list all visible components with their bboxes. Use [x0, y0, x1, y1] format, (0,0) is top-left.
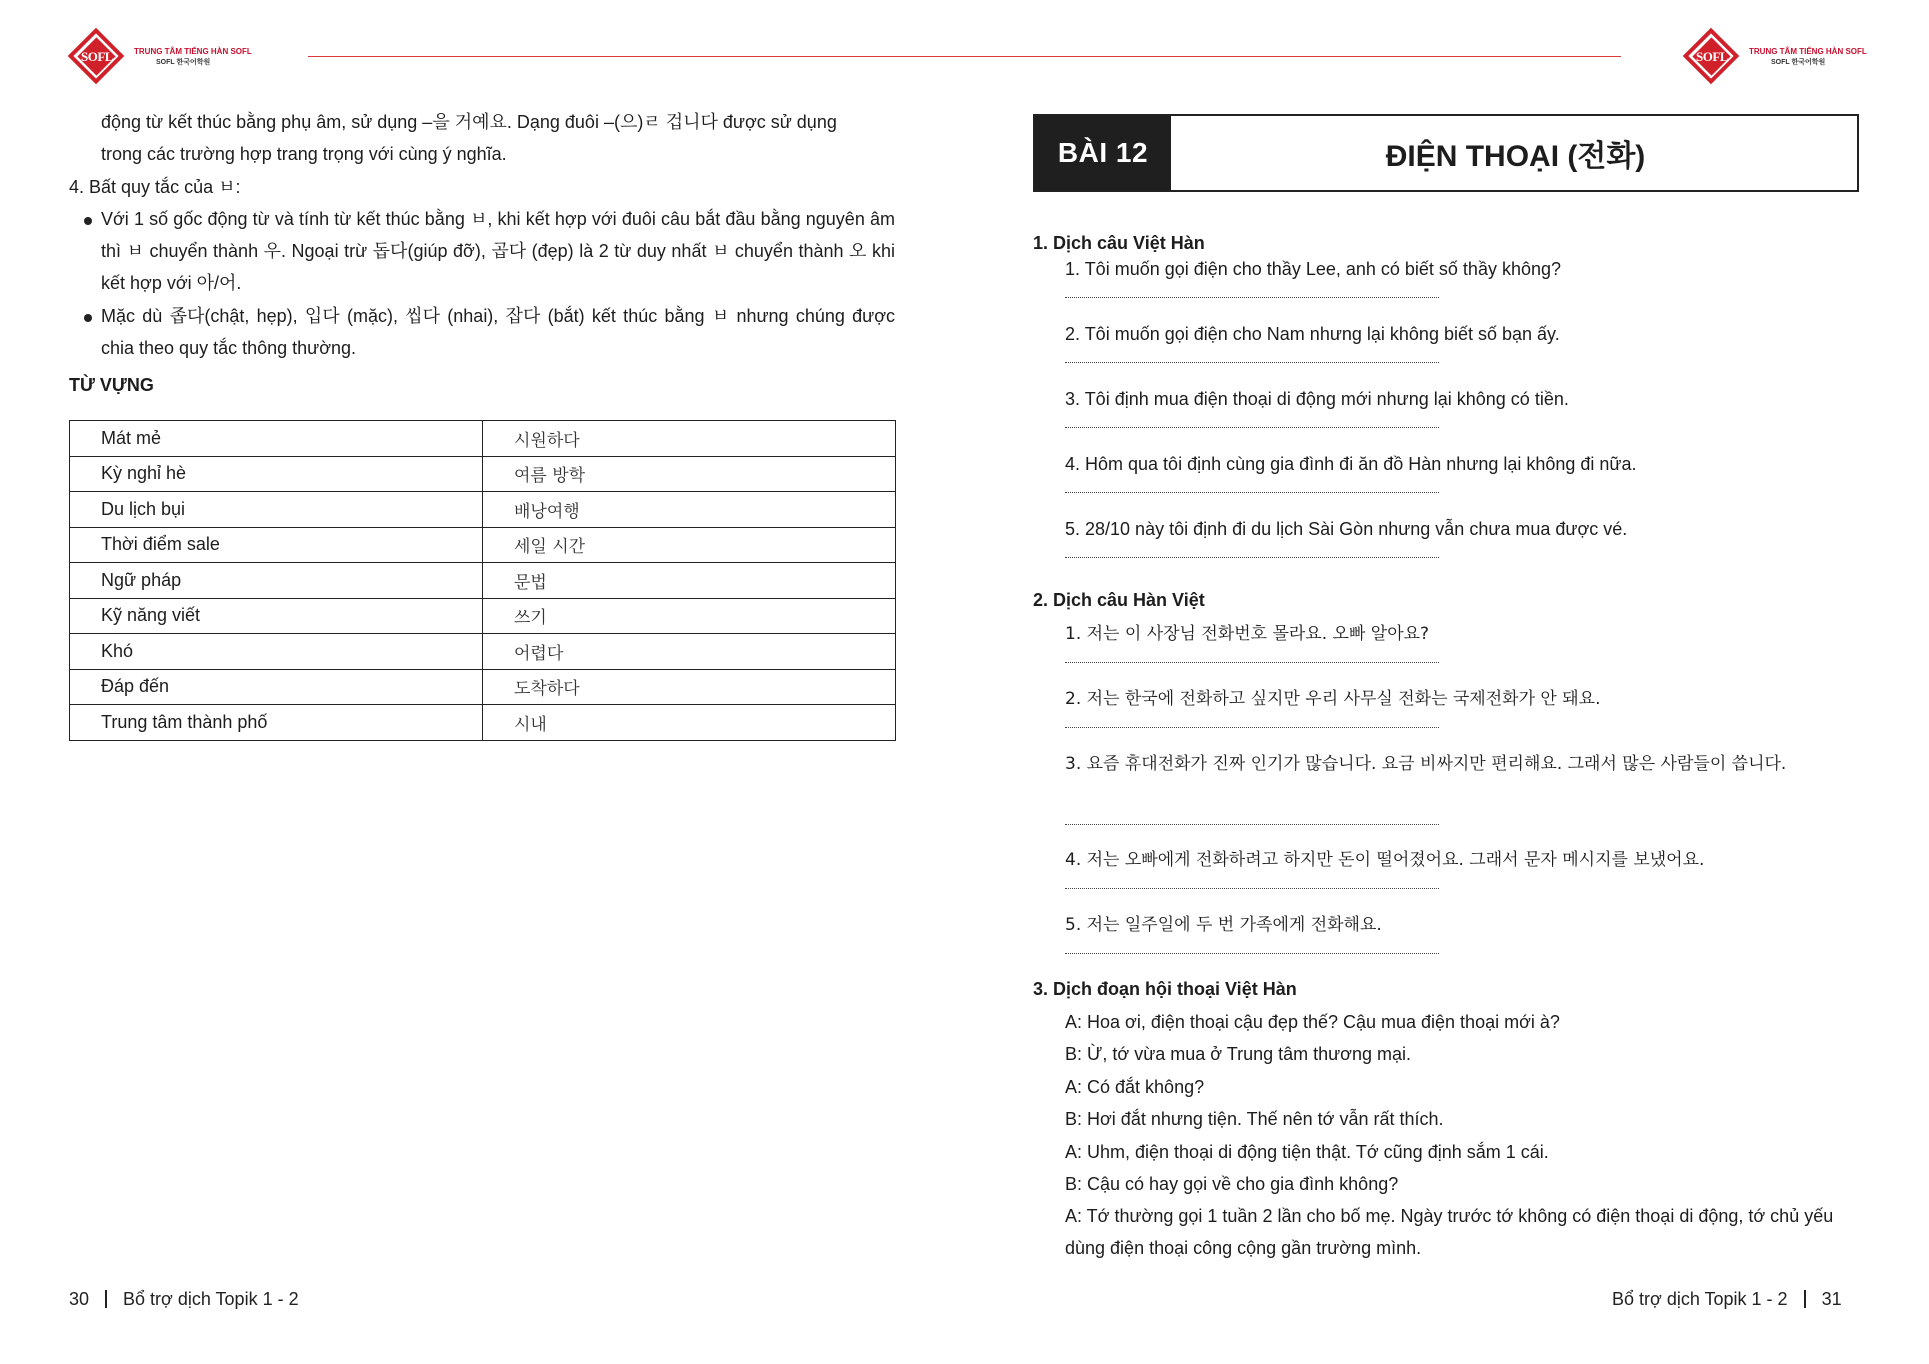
vocab-korean: 배낭여행 — [483, 492, 896, 528]
logo-line2: SOFL 한국어학원 — [156, 59, 211, 66]
vocab-vietnamese: Thời điểm sale — [70, 527, 483, 563]
vocab-korean: 여름 방학 — [483, 456, 896, 492]
dialogue-line: A: Uhm, điện thoại di động tiện thật. Tớ cũng định sắm 1 cái. — [1065, 1141, 1549, 1162]
paragraph-line: trong các trường hợp trang trọng với cùng ý nghĩa. — [101, 144, 507, 164]
rule4-title: 4. Bất quy tắc của ㅂ: — [69, 177, 241, 197]
vocab-title: TỪ VỰNG — [69, 375, 154, 395]
answer-line — [1065, 557, 1439, 558]
sofl-logo-mark: SOFL — [68, 28, 126, 86]
exercise-item: 4. 저는 오빠에게 전화하려고 하지만 돈이 떨어졌어요. 그래서 문자 메시지를 보냈어요. — [1065, 850, 1705, 870]
exercise-item: 5. 저는 일주일에 두 번 가족에게 전화해요. — [1065, 915, 1382, 935]
vocab-vietnamese: Ngữ pháp — [70, 563, 483, 599]
dialogue-line: B: Cậu có hay gọi về cho gia đình không? — [1065, 1174, 1399, 1194]
footer-title: Bổ trợ dịch Topik 1 - 2 — [1612, 1289, 1788, 1309]
dialogue-line: B: Ừ, tớ vừa mua ở Trung tâm thương mại. — [1065, 1044, 1411, 1065]
exercise-item: 2. 저는 한국에 전화하고 싶지만 우리 사무실 전화는 국제전화가 안 돼요. — [1065, 689, 1601, 709]
table-row — [70, 527, 896, 563]
lesson-title: ĐIỆN THOẠI (전화) — [1171, 116, 1857, 190]
sofl-logo — [68, 28, 252, 86]
lesson-number: BÀI 12 — [1035, 116, 1171, 190]
table-row — [70, 634, 896, 670]
sofl-logo — [1683, 28, 1867, 86]
table-row — [70, 563, 896, 599]
exercise-item: 3. 요즘 휴대전화가 진짜 인기가 많습니다. 요금 비싸지만 편리해요. 그래서 많은 사람들이 씁니다. — [1065, 754, 1787, 774]
dialogue-line: A: Hoa ơi, điện thoại cậu đẹp thế? Cậu mua điện thoại mới à? — [1065, 1012, 1560, 1032]
lesson-header — [1033, 114, 1859, 192]
footer-right — [1612, 1289, 1842, 1310]
answer-line — [1065, 824, 1439, 825]
vocab-korean: 문법 — [483, 563, 896, 599]
table-row — [70, 492, 896, 528]
section-title: 1. Dịch câu Việt Hàn — [1033, 233, 1205, 253]
answer-line — [1065, 297, 1439, 298]
table-row — [70, 705, 896, 741]
table-row — [70, 421, 896, 457]
answer-line — [1065, 953, 1439, 954]
vocab-korean: 도착하다 — [483, 669, 896, 705]
logo-line1: TRUNG TÂM TIẾNG HÀN SOFL — [1749, 47, 1867, 56]
section-title: 2. Dịch câu Hàn Việt — [1033, 590, 1205, 610]
table-row — [70, 598, 896, 634]
exercise-item: 2. Tôi muốn gọi điện cho Nam nhưng lại không biết số bạn ấy. — [1065, 324, 1560, 344]
exercise-item: 1. 저는 이 사장님 전화번호 몰라요. 오빠 알아요? — [1065, 624, 1430, 644]
bullet-item-2: Mặc dù 좁다(chật, hẹp), 입다 (mặc), 씹다 (nhai), 잡다 (bắt) kết thúc bằng ㅂ nhưng chúng được chia theo quy tắc thông thường. — [101, 306, 895, 358]
vocab-korean: 세일 시간 — [483, 527, 896, 563]
vocab-vietnamese: Kỹ năng viết — [70, 598, 483, 634]
logo-line1: TRUNG TÂM TIẾNG HÀN SOFL — [134, 47, 252, 56]
answer-line — [1065, 727, 1439, 728]
header-divider — [308, 56, 1621, 57]
bullet-dot — [84, 314, 92, 322]
vocab-korean: 시내 — [483, 705, 896, 741]
dialogue-line: B: Hơi đắt nhưng tiện. Thế nên tớ vẫn rất thích. — [1065, 1109, 1444, 1130]
exercise-item: 5. 28/10 này tôi định đi du lịch Sài Gòn nhưng vẫn chưa mua được vé. — [1065, 519, 1628, 539]
table-row — [70, 669, 896, 705]
table-row — [70, 456, 896, 492]
answer-line — [1065, 662, 1439, 663]
exercise-item: 4. Hôm qua tôi định cùng gia đình đi ăn đồ Hàn nhưng lại không đi nữa. — [1065, 454, 1637, 474]
vocab-vietnamese: Kỳ nghỉ hè — [70, 456, 483, 492]
sofl-logo-mark: SOFL — [1683, 28, 1741, 86]
paragraph-line: động từ kết thúc bằng phụ âm, sử dụng –을 거예요. Dạng đuôi –(으)ㄹ 겁니다 được sử dụng — [101, 112, 837, 132]
vocab-vietnamese: Du lịch bụi — [70, 492, 483, 528]
vocab-korean: 쓰기 — [483, 598, 896, 634]
footer-left — [69, 1289, 299, 1310]
bullet-item-1: Với 1 số gốc động từ và tính từ kết thúc bằng ㅂ, khi kết hợp với đuôi câu bắt đầu bằng nguyên âm thì ㅂ chuyển thành 우. Ngoại trừ 돕다(giúp đỡ), 곱다 (đẹp) là 2 từ duy nhất ㅂ chuyển thành 오 khi kết hợp với 아/어. — [101, 209, 895, 293]
logo-line2: SOFL 한국어학원 — [1771, 59, 1826, 66]
vocab-table — [69, 420, 896, 741]
answer-line — [1065, 888, 1439, 889]
answer-line — [1065, 492, 1439, 493]
exercise-item: 3. Tôi định mua điện thoại di động mới nhưng lại không có tiền. — [1065, 389, 1569, 409]
footer-title: Bổ trợ dịch Topik 1 - 2 — [123, 1289, 299, 1309]
vocab-vietnamese: Mát mẻ — [70, 421, 483, 457]
vocab-vietnamese: Trung tâm thành phố — [70, 705, 483, 741]
answer-line — [1065, 362, 1439, 363]
vocab-korean: 어렵다 — [483, 634, 896, 670]
exercise-item: 1. Tôi muốn gọi điện cho thầy Lee, anh có biết số thầy không? — [1065, 259, 1562, 279]
bullet-dot — [84, 217, 92, 225]
answer-line — [1065, 427, 1439, 428]
vocab-korean: 시원하다 — [483, 421, 896, 457]
dialogue-line: A: Tớ thường gọi 1 tuần 2 lần cho bố mẹ. Ngày trước tớ không có điện thoại di động, tớ chủ yếu dùng điện thoại công cộng gần trường mình. — [1065, 1206, 1834, 1259]
dialogue-line: A: Có đắt không? — [1065, 1076, 1205, 1097]
section-title: 3. Dịch đoạn hội thoại Việt Hàn — [1033, 979, 1297, 999]
page-number: 30 — [69, 1289, 90, 1309]
page-number: 31 — [1821, 1289, 1842, 1309]
vocab-vietnamese: Khó — [70, 634, 483, 670]
vocab-vietnamese: Đáp đến — [70, 669, 483, 705]
